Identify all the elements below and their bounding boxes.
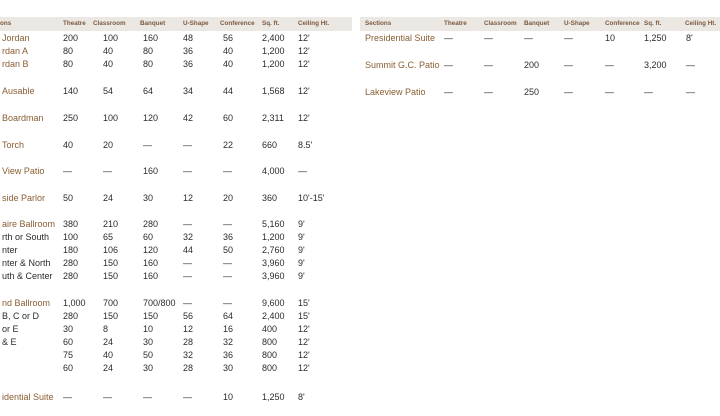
row-cell: 1,568: [262, 86, 285, 96]
row-cell: 9': [298, 258, 305, 268]
row-section-name: aire Ballroom: [2, 219, 56, 229]
row-cell: —: [63, 392, 72, 402]
row-cell: —: [564, 87, 573, 97]
row-cell: —: [223, 219, 232, 229]
row-cell: 24: [103, 337, 114, 347]
row-cell: 2,400: [262, 33, 285, 43]
right-header-0: Sections: [365, 20, 392, 27]
row-cell: 36: [183, 46, 194, 56]
row-cell: 48: [183, 33, 194, 43]
left-header-4: U-Shape: [183, 20, 209, 27]
row-cell: 100: [103, 33, 119, 43]
row-cell: —: [564, 33, 573, 43]
row-cell: 1,250: [644, 33, 667, 43]
row-cell: 34: [183, 86, 194, 96]
row-cell: —: [223, 258, 232, 268]
row-cell: —: [524, 33, 533, 43]
left-header-6: Sq. ft.: [262, 20, 280, 27]
left-table-row: [0, 392, 720, 404]
row-cell: 100: [63, 232, 79, 242]
row-cell: —: [605, 60, 614, 70]
left-table-row: [0, 166, 720, 178]
row-cell: 2,400: [262, 311, 285, 321]
row-cell: —: [183, 258, 192, 268]
row-cell: 32: [183, 232, 194, 242]
row-section-name: rdan A: [2, 46, 29, 56]
row-cell: 4,000: [262, 166, 285, 176]
row-cell: 120: [143, 245, 159, 255]
row-section-name: or E: [2, 324, 19, 334]
row-cell: 44: [223, 86, 234, 96]
left-header-7: Ceiling Ht.: [298, 20, 330, 27]
row-cell: 280: [63, 311, 79, 321]
row-cell: 50: [143, 350, 154, 360]
row-cell: 36: [183, 59, 194, 69]
row-cell: 8': [298, 392, 305, 402]
row-cell: 3,200: [644, 60, 667, 70]
row-cell: 30: [63, 324, 74, 334]
row-section-name: rth or South: [2, 232, 50, 242]
row-cell: 80: [143, 59, 154, 69]
row-cell: 150: [103, 311, 119, 321]
row-cell: 10'-15': [298, 193, 325, 203]
row-cell: 28: [183, 337, 194, 347]
row-cell: —: [686, 60, 695, 70]
row-cell: 2,311: [262, 113, 284, 123]
row-cell: 40: [63, 140, 74, 150]
row-cell: 10: [143, 324, 154, 334]
right-table-header: [360, 17, 720, 31]
row-section-name: & E: [2, 337, 17, 347]
row-section-name: Boardman: [2, 113, 44, 123]
row-section-name: rdan B: [2, 59, 29, 69]
row-cell: 15': [298, 311, 310, 321]
left-table-row: [0, 140, 720, 152]
right-header-2: Classroom: [484, 20, 517, 27]
left-table-row: [0, 232, 720, 244]
row-cell: 10: [223, 392, 234, 402]
row-cell: 280: [63, 271, 79, 281]
row-cell: 12': [298, 33, 310, 43]
row-cell: 60: [223, 113, 234, 123]
row-cell: 280: [63, 258, 79, 268]
row-cell: 100: [103, 113, 119, 123]
row-cell: 30: [143, 337, 154, 347]
row-cell: 280: [143, 219, 159, 229]
row-section-name: Torch: [2, 140, 25, 150]
left-table-row: [0, 245, 720, 257]
row-cell: 9': [298, 232, 305, 242]
right-table-row: [0, 33, 720, 45]
row-cell: —: [644, 87, 653, 97]
row-section-name: View Patio: [2, 166, 45, 176]
left-header-2: Classroom: [93, 20, 126, 27]
row-cell: 28: [183, 363, 194, 373]
row-cell: 800: [262, 337, 278, 347]
row-cell: 3,960: [262, 271, 285, 281]
row-cell: 36: [223, 232, 234, 242]
right-header-6: Sq. ft.: [644, 20, 662, 27]
row-cell: 5,160: [262, 219, 285, 229]
row-cell: 210: [103, 219, 119, 229]
row-cell: 1,200: [262, 46, 285, 56]
row-cell: 8.5': [298, 140, 313, 150]
row-section-name: Presidential Suite: [365, 33, 436, 43]
left-table-row: [0, 113, 720, 125]
right-header-3: Banquet: [524, 20, 550, 27]
row-cell: —: [183, 140, 192, 150]
row-cell: 75: [63, 350, 74, 360]
row-cell: 2,760: [262, 245, 285, 255]
row-section-name: idential Suite: [2, 392, 54, 402]
row-cell: —: [143, 392, 152, 402]
row-cell: 30: [223, 363, 234, 373]
row-cell: 22: [223, 140, 234, 150]
row-cell: 12': [298, 363, 310, 373]
row-cell: 9': [298, 245, 305, 255]
row-cell: —: [103, 392, 112, 402]
row-cell: 32: [223, 337, 234, 347]
row-section-name: Lakeview Patio: [365, 87, 426, 97]
row-cell: —: [183, 219, 192, 229]
row-cell: 160: [143, 258, 159, 268]
right-table-row: [0, 60, 720, 72]
row-section-name: nter & North: [2, 258, 51, 268]
row-cell: 160: [143, 33, 159, 43]
left-header-5: Conference: [220, 20, 255, 27]
left-table-row: [0, 271, 720, 283]
row-cell: 3,960: [262, 258, 285, 268]
row-cell: 1,000: [63, 298, 86, 308]
left-table-row: [0, 298, 720, 310]
row-cell: 160: [143, 166, 159, 176]
row-cell: 150: [143, 311, 159, 321]
row-cell: —: [484, 60, 493, 70]
right-header-4: U-Shape: [564, 20, 590, 27]
row-cell: 106: [103, 245, 119, 255]
row-cell: 60: [143, 232, 154, 242]
row-cell: 9,600: [262, 298, 285, 308]
row-cell: 32: [183, 350, 194, 360]
row-cell: 180: [63, 245, 79, 255]
row-cell: 120: [143, 113, 159, 123]
row-cell: 700: [103, 298, 119, 308]
row-cell: —: [183, 166, 192, 176]
row-section-name: Summit G.C. Patio: [365, 60, 440, 70]
row-cell: 80: [143, 46, 154, 56]
row-section-name: uth & Center: [2, 271, 53, 281]
row-section-name: side Parlor: [2, 193, 46, 203]
row-cell: 12': [298, 113, 310, 123]
row-cell: 12': [298, 59, 310, 69]
left-table-row: [0, 363, 720, 375]
row-cell: 1,200: [262, 59, 285, 69]
row-cell: —: [183, 298, 192, 308]
left-table-row: [0, 219, 720, 231]
row-cell: 150: [103, 258, 119, 268]
row-cell: —: [484, 87, 493, 97]
left-table-header: [0, 17, 352, 31]
row-section-name: Ausable: [2, 86, 35, 96]
row-cell: 380: [63, 219, 79, 229]
row-cell: 36: [223, 350, 234, 360]
row-cell: 40: [223, 46, 234, 56]
row-cell: 40: [223, 59, 234, 69]
row-section-name: Jordan: [2, 33, 30, 43]
row-cell: 60: [63, 363, 74, 373]
row-cell: 150: [103, 271, 119, 281]
row-cell: 54: [103, 86, 114, 96]
row-cell: —: [444, 87, 453, 97]
row-cell: 64: [143, 86, 154, 96]
row-cell: 12': [298, 350, 310, 360]
left-table-row: [0, 46, 720, 58]
row-cell: —: [143, 140, 152, 150]
right-header-1: Theatre: [444, 20, 467, 27]
left-table-row: [0, 337, 720, 349]
row-section-name: B, C or D: [2, 311, 40, 321]
row-cell: 800: [262, 363, 278, 373]
left-header-1: Theatre: [63, 20, 86, 27]
row-cell: 12': [298, 324, 310, 334]
right-table-row: [0, 87, 720, 99]
row-section-name: nter: [2, 245, 18, 255]
left-header-0: ons: [0, 20, 12, 27]
row-cell: 20: [223, 193, 234, 203]
left-table-row: [0, 193, 720, 205]
row-cell: 24: [103, 193, 114, 203]
row-cell: 700/800: [143, 298, 176, 308]
row-cell: 80: [63, 59, 74, 69]
row-cell: 9': [298, 219, 305, 229]
row-cell: —: [298, 166, 307, 176]
row-cell: 42: [183, 113, 194, 123]
row-cell: 40: [103, 46, 114, 56]
row-cell: 44: [183, 245, 194, 255]
row-cell: —: [223, 166, 232, 176]
row-cell: —: [686, 87, 695, 97]
row-cell: 15': [298, 298, 310, 308]
left-table-row: [0, 324, 720, 336]
row-cell: 50: [63, 193, 74, 203]
row-cell: 200: [63, 33, 79, 43]
row-cell: —: [223, 271, 232, 281]
row-cell: —: [183, 271, 192, 281]
row-cell: —: [605, 87, 614, 97]
right-header-7: Ceiling Ht.: [685, 20, 717, 27]
row-cell: 360: [262, 193, 278, 203]
row-cell: —: [223, 298, 232, 308]
row-cell: 16: [223, 324, 234, 334]
row-cell: 20: [103, 140, 114, 150]
row-cell: 40: [103, 59, 114, 69]
row-cell: 56: [223, 33, 234, 43]
right-header-5: Conference: [605, 20, 640, 27]
row-cell: 64: [223, 311, 234, 321]
row-cell: —: [484, 33, 493, 43]
row-cell: 160: [143, 271, 159, 281]
row-cell: 9': [298, 271, 305, 281]
row-cell: 40: [103, 350, 114, 360]
row-cell: 12': [298, 46, 310, 56]
row-cell: 1,250: [262, 392, 285, 402]
row-cell: 660: [262, 140, 278, 150]
row-cell: 250: [63, 113, 79, 123]
row-cell: 12': [298, 337, 310, 347]
row-cell: 12: [183, 193, 194, 203]
row-cell: 50: [223, 245, 234, 255]
row-cell: 60: [63, 337, 74, 347]
row-cell: 30: [143, 363, 154, 373]
row-cell: —: [444, 60, 453, 70]
row-cell: 140: [63, 86, 79, 96]
row-cell: 8': [686, 33, 693, 43]
row-cell: 250: [524, 87, 540, 97]
left-table-row: [0, 258, 720, 270]
row-cell: 400: [262, 324, 278, 334]
left-table-row: [0, 311, 720, 323]
row-cell: 30: [143, 193, 154, 203]
row-cell: 12: [183, 324, 194, 334]
left-table-row: [0, 350, 720, 362]
row-cell: —: [444, 33, 453, 43]
row-cell: 12': [298, 86, 310, 96]
row-section-name: nd Ballroom: [2, 298, 51, 308]
row-cell: —: [103, 166, 112, 176]
row-cell: 24: [103, 363, 114, 373]
row-cell: 8: [103, 324, 109, 334]
row-cell: 65: [103, 232, 114, 242]
row-cell: 10: [605, 33, 616, 43]
row-cell: 200: [524, 60, 540, 70]
row-cell: —: [564, 60, 573, 70]
row-cell: —: [63, 166, 72, 176]
row-cell: —: [183, 392, 192, 402]
left-header-3: Banquet: [140, 20, 166, 27]
row-cell: 1,200: [262, 232, 285, 242]
row-cell: 800: [262, 350, 278, 360]
row-cell: 80: [63, 46, 74, 56]
row-cell: 56: [183, 311, 194, 321]
